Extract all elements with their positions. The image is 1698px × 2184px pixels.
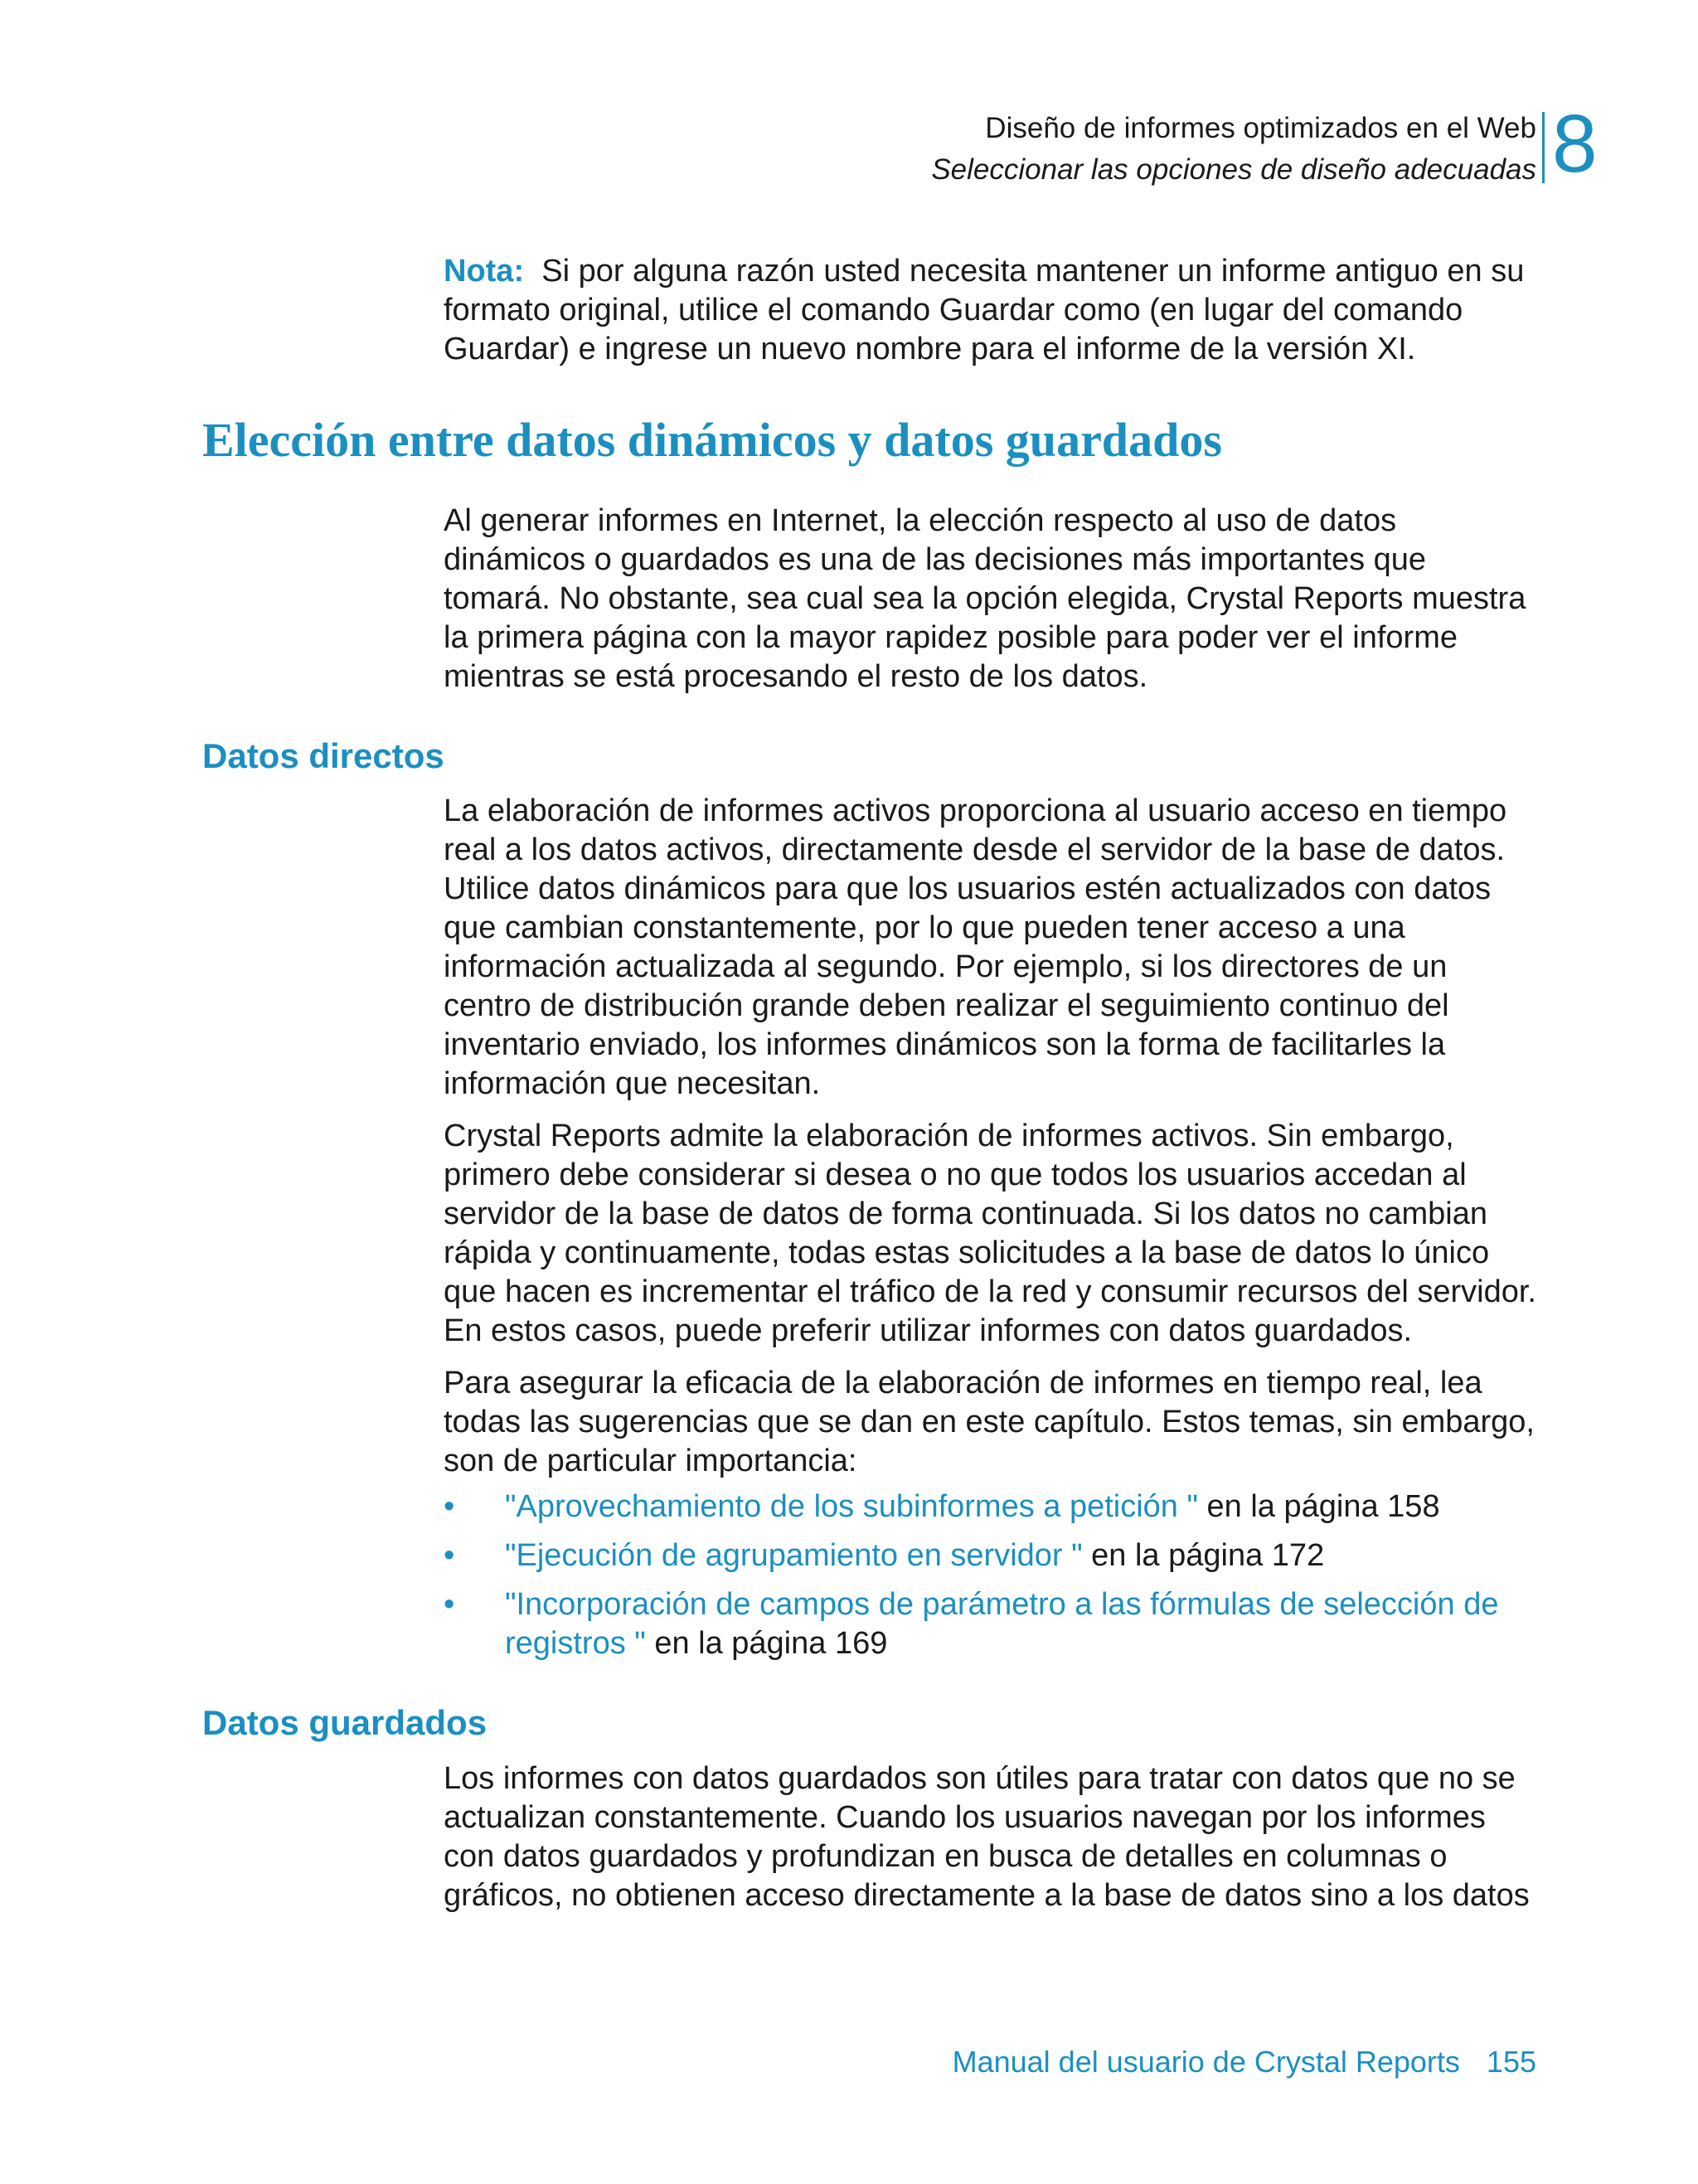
live-data-paragraph-3: Para asegurar la eficacia de la elaboración de informes en tiempo real, lea todas las sugerencias que se dan en este capítulo. Estos temas, sin embargo, son de particular importancia: <box>444 1366 1535 1478</box>
section-title: Seleccionar las opciones de diseño adecuadas <box>931 153 1536 186</box>
saved-data-paragraph: Los informes con datos guardados son útiles para tratar con datos que no se actualizan constantemente. Cuando los usuarios navegan por los informes con datos guardados y profundizan en busca de detalles en columnas o gráficos, no obtienen acceso directamente a la base de datos sino a los datos <box>444 1761 1530 1913</box>
note-label: Nota: <box>444 254 525 289</box>
chapter-divider <box>1542 112 1545 183</box>
saved-data-heading: Datos guardados <box>202 1703 488 1742</box>
list-item <box>444 1536 1538 1575</box>
link-server-grouping[interactable]: "Ejecución de agrupamiento en servidor " <box>505 1538 1083 1573</box>
bullet-icon: • <box>444 1538 455 1573</box>
manual-title: Manual del usuario de Crystal Reports <box>952 2045 1460 2079</box>
page-footer <box>953 2041 1536 2083</box>
live-data-paragraph-1: La elaboración de informes activos proporciona al usuario acceso en tiempo real a los datos activos, directamente desde el servidor de la base de datos. Utilice datos dinámicos para que los usuarios estén actualizados con datos que cambian constantemente, por lo que pueden tener acceso a una información actualizada al segundo. Por ejemplo, si los directores de un centro de distribución grande deben realizar el seguimiento continuo del inventario enviado, los informes dinámicos son la forma de facilitarles la información que necesitan. <box>444 794 1507 1101</box>
related-topics-list <box>444 1488 1538 1663</box>
page-reference: en la página 169 <box>645 1626 888 1661</box>
bullet-icon: • <box>444 1587 455 1622</box>
list-item <box>444 1585 1538 1663</box>
live-data-block <box>444 792 1538 1673</box>
saved-data-block <box>444 1759 1538 1915</box>
link-subreports-on-demand[interactable]: "Aprovechamiento de los subinformes a petición " <box>505 1489 1198 1524</box>
list-item <box>444 1488 1538 1526</box>
running-header <box>931 108 1536 191</box>
bullet-icon: • <box>444 1489 455 1524</box>
live-data-paragraph-2: Crystal Reports admite la elaboración de informes activos. Sin embargo, primero debe considerar si desea o no que todos los usuarios accedan al servidor de la base de datos de forma continuada. Si los datos no cambian rápida y continuamente, todas estas solicitudes a la base de datos lo único que hacen es incrementar el tráfico de la red y consumir recursos del servidor. En estos casos, puede preferir utilizar informes con datos guardados. <box>444 1119 1536 1348</box>
chapter-number: 8 <box>1552 98 1598 189</box>
intro-paragraph: Al generar informes en Internet, la elección respecto al uso de datos dinámicos o guardados es una de las decisiones más importantes que tomará. No obstante, sea cual sea la opción elegida, Crystal Reports muestra la primera página con la mayor rapidez posible para poder ver el informe mientras se está procesando el resto de los datos. <box>444 503 1526 694</box>
chapter-title: Diseño de informes optimizados en el Web <box>985 112 1536 144</box>
page-number: 155 <box>1486 2045 1536 2079</box>
live-data-heading: Datos directos <box>202 736 444 775</box>
intro-block <box>444 502 1538 696</box>
page-reference: en la página 158 <box>1197 1489 1440 1524</box>
link-parameter-fields[interactable]: "Incorporación de campos de parámetro a las fórmulas de selección de registros " <box>505 1587 1499 1661</box>
page-reference: en la página 172 <box>1082 1538 1325 1573</box>
note-text: Si por alguna razón usted necesita mantener un informe antiguo en su formato original, utilice el comando Guardar como (en lugar del comando Guardar) e ingrese un nuevo nombre para el informe de la versión XI. <box>444 254 1525 366</box>
note-paragraph <box>444 252 1538 369</box>
note-block <box>444 252 1538 369</box>
section-heading: Elección entre datos dinámicos y datos guardados <box>202 413 1222 467</box>
